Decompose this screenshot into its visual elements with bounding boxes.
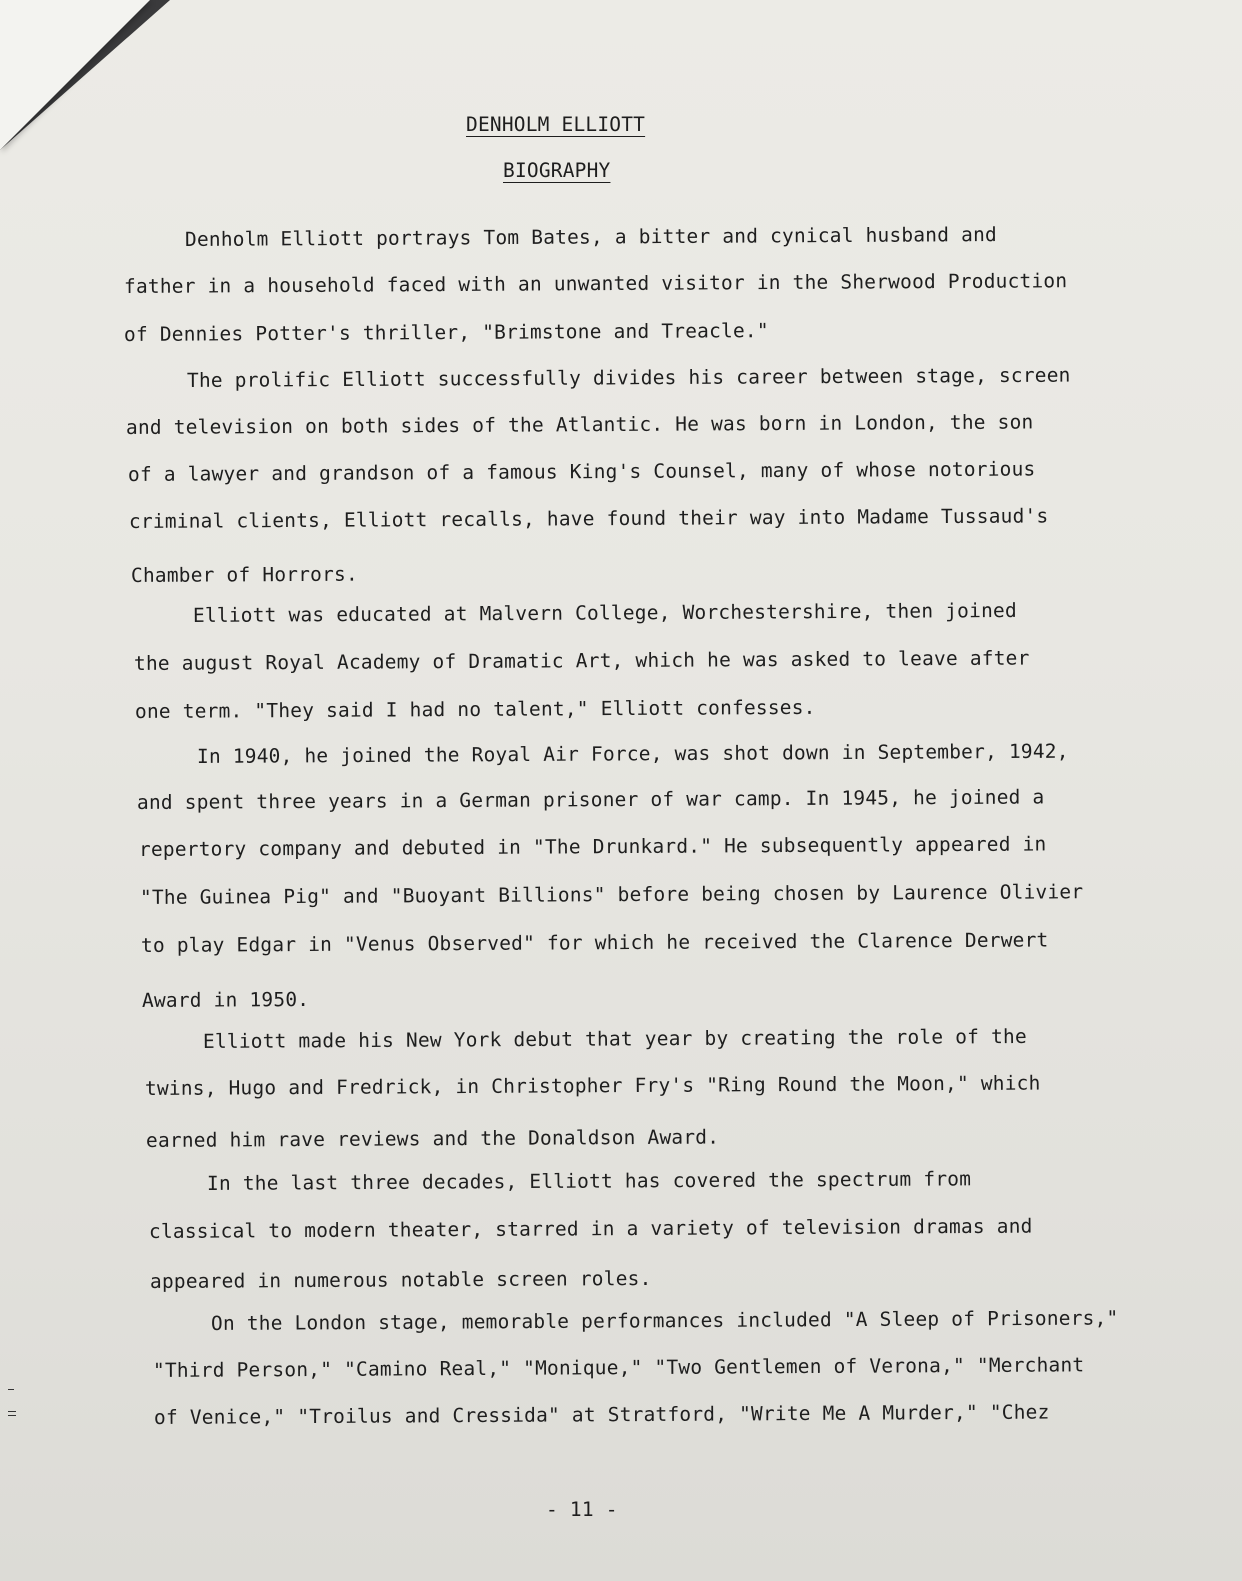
body-line-22: classical to modern theater, starred in a variety of television dramas and <box>148 1214 1033 1243</box>
body-line-23: appeared in numerous notable screen roles. <box>149 1266 652 1293</box>
body-line-12: In 1940, he joined the Royal Air Force, was shot down in September, 1942, <box>196 739 1069 768</box>
body-line-25: "Third Person," "Camino Real," "Monique," "Two Gentlemen of Verona," "Merchant <box>152 1353 1085 1382</box>
document-subtitle: BIOGRAPHY <box>503 159 611 182</box>
body-line-1: Denholm Elliott portrays Tom Bates, a bitter and cynical husband and <box>184 223 997 251</box>
document-title: DENHOLM ELLIOTT <box>466 113 646 136</box>
body-line-4: The prolific Elliott successfully divides his career between stage, screen <box>186 363 1071 392</box>
body-line-3: of Dennies Potter's thriller, "Brimstone and Treacle." <box>123 319 769 346</box>
body-line-26: of Venice," "Troilus and Cressida" at Stratford, "Write Me A Murder," "Chez <box>153 1400 1050 1429</box>
body-line-6: of a lawyer and grandson of a famous King's Counsel, many of whose notorious <box>127 457 1036 486</box>
body-line-18: Elliott made his New York debut that year by creating the role of the <box>202 1024 1027 1053</box>
body-line-21: In the last three decades, Elliott has covered the spectrum from <box>206 1167 972 1195</box>
body-line-7: criminal clients, Elliott recalls, have found their way into Madame Tussaud's <box>128 504 1049 533</box>
body-line-14: repertory company and debuted in "The Drunkard." He subsequently appeared in <box>138 832 1047 861</box>
body-line-5: and television on both sides of the Atlantic. He was born in London, the son <box>125 410 1034 439</box>
body-line-16: to play Edgar in "Venus Observed" for which he received the Clarence Derwert <box>140 928 1049 957</box>
margin-mark <box>8 1415 16 1416</box>
body-line-19: twins, Hugo and Fredrick, in Christopher Fry's "Ring Round the Moon," which <box>144 1071 1041 1100</box>
margin-mark <box>8 1389 14 1390</box>
page-number: - 11 - <box>546 1498 618 1521</box>
margin-mark <box>8 1411 16 1412</box>
body-line-24: On the London stage, memorable performances included "A Sleep of Prisoners," <box>210 1306 1119 1335</box>
body-line-20: earned him rave reviews and the Donaldson Award. <box>145 1125 720 1152</box>
body-line-17: Award in 1950. <box>141 987 310 1012</box>
body-line-8: Chamber of Horrors. <box>130 562 358 587</box>
folded-page-corner <box>0 0 150 150</box>
body-line-15: "The Guinea Pig" and "Buoyant Billions" before being chosen by Laurence Olivier <box>139 880 1084 909</box>
body-line-13: and spent three years in a German prisoner of war camp. In 1945, he joined a <box>136 785 1045 814</box>
body-line-10: the august Royal Academy of Dramatic Art, which he was asked to leave after <box>133 646 1030 675</box>
body-line-9: Elliott was educated at Malvern College, Worchestershire, then joined <box>192 598 1017 627</box>
body-line-2: father in a household faced with an unwanted visitor in the Sherwood Production <box>123 269 1068 298</box>
body-line-11: one term. "They said I had no talent," Elliott confesses. <box>134 695 816 723</box>
